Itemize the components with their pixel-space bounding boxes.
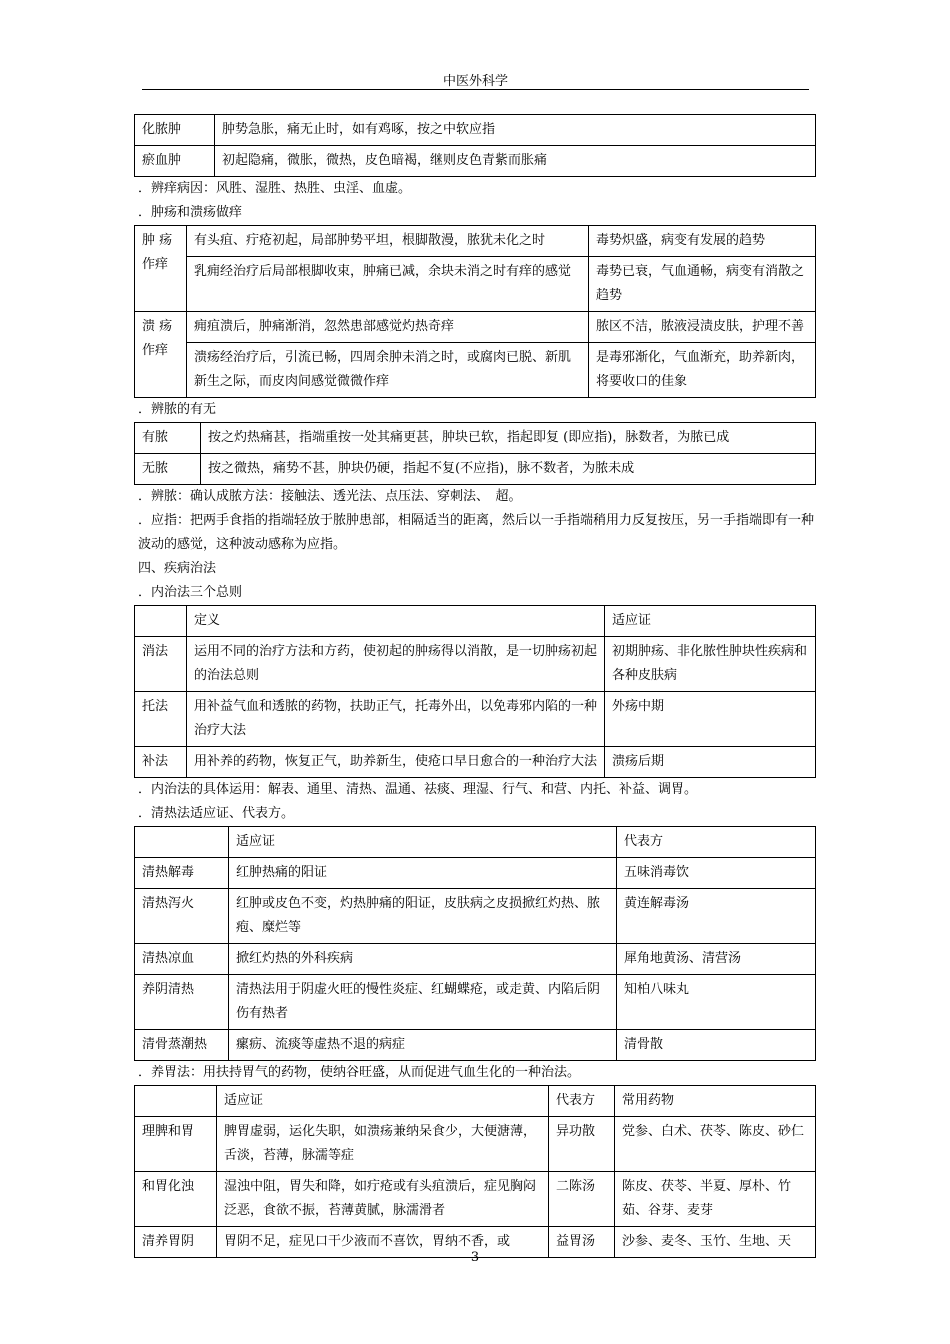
- page-header: 中医外科学: [442, 74, 508, 89]
- yingzhi-text: ．应指：把两手食指的指端轻放于脓肿患部，相隔适当的距离，然后以一手指端稍用力反复按压，另一手指端即有一种波动的感觉，这种波动感称为应指。: [138, 513, 815, 552]
- cell-name: 和胃化浊: [135, 1172, 217, 1227]
- cell-name: 无脓: [135, 454, 201, 485]
- cell-name: 清热凉血: [135, 944, 229, 975]
- cell-name: 补法: [135, 747, 187, 778]
- internal-principles-title: ．内治法三个总则: [138, 585, 243, 600]
- internal-usage-text: ．内治法的具体运用：解表、通里、清热、温通、祛痰、理湿、行气、和营、内托、补益、调胃。: [138, 782, 698, 797]
- table-row: [135, 257, 816, 312]
- cell-formula: 五味消毒饮: [617, 858, 816, 889]
- table-row: [135, 312, 816, 343]
- document-body: [134, 114, 818, 1258]
- cell-indication: 清热法用于阴虚火旺的慢性炎症、红蝴蝶疮，或走黄、内陷后阴伤有热者: [229, 975, 617, 1030]
- cell-formula: 益胃汤: [549, 1227, 615, 1258]
- table-row: [135, 343, 816, 398]
- cell-indication: 掀红灼热的外科疾病: [229, 944, 617, 975]
- table-principles: [134, 605, 816, 778]
- cell-def: 运用不同的治疗方法和方药，使初起的肿疡得以消散，是一切肿疡初起的治法总则: [187, 637, 605, 692]
- header-formula: 代表方: [617, 827, 816, 858]
- pus-methods-text: ．辨脓：确认成脓方法：接触法、透光法、点压法、穿刺法、 超。: [138, 489, 522, 504]
- cell-indication: 瘰疬、流痰等虚热不退的病症: [229, 1030, 617, 1061]
- cell-formula: 二陈汤: [549, 1172, 615, 1227]
- table-header-row: [135, 606, 816, 637]
- table-row: [135, 454, 816, 485]
- cell-indication: 外疡中期: [605, 692, 816, 747]
- pus-section-title: ．辨脓的有无: [138, 402, 217, 417]
- header-indication: 适应证: [229, 827, 617, 858]
- cell-name: 化脓肿: [135, 115, 215, 146]
- table-row: [135, 1172, 816, 1227]
- table-pus: [134, 422, 816, 485]
- cell-formula: 异功散: [549, 1117, 615, 1172]
- table-row: [135, 115, 816, 146]
- cell-meaning: 毒势炽盛，病变有发展的趋势: [589, 226, 816, 257]
- cell-drugs: 沙参、麦冬、玉竹、生地、天: [615, 1227, 816, 1258]
- cell-desc: 乳痈经治疗后局部根脚收束，肿痛已减，余块未消之时有痒的感觉: [187, 257, 589, 312]
- cell-desc: 溃疡经治疗后，引流已畅，四周余肿未消之时，或腐肉已脱、新肌新生之际，而皮肉间感觉微微作痒: [187, 343, 589, 398]
- cell-desc: 初起隐痛，微胀，微热，皮色暗褐，继则皮色青紫而胀痛: [215, 146, 816, 177]
- table-row: [135, 423, 816, 454]
- cell-group-name: 溃 疡作痒: [135, 312, 187, 398]
- header-empty: [135, 1086, 217, 1117]
- table-row: [135, 747, 816, 778]
- table-row: [135, 146, 816, 177]
- cell-desc: 肿势急胀，痛无止时，如有鸡啄，按之中软应指: [215, 115, 816, 146]
- header-indication: 适应证: [605, 606, 816, 637]
- table-row: [135, 1030, 816, 1061]
- table-header-row: [135, 827, 816, 858]
- cell-def: 用补益气血和透脓的药物，扶助正气，托毒外出，以免毒邪内陷的一种治疗大法: [187, 692, 605, 747]
- table-row: [135, 1117, 816, 1172]
- table-row: [135, 637, 816, 692]
- heat-section-title: ．清热法适应证、代表方。: [138, 806, 295, 821]
- cell-indication: 脾胃虚弱，运化失职，如溃疡兼纳呆食少，大便溏薄，舌淡，苔薄，脉濡等症: [217, 1117, 549, 1172]
- cell-name: 清热泻火: [135, 889, 229, 944]
- cell-group-name: 肿 疡作痒: [135, 226, 187, 312]
- itch-section-title: ．肿疡和溃疡做痒: [138, 205, 243, 220]
- itch-cause-text: ．辨痒病因：风胜、湿胜、热胜、虫淫、血虚。: [138, 181, 412, 196]
- cell-name: 有脓: [135, 423, 201, 454]
- cell-name: 清热解毒: [135, 858, 229, 889]
- header-drugs: 常用药物: [615, 1086, 816, 1117]
- table-swelling: [134, 114, 816, 177]
- cell-desc: 按之微热，痛势不甚，肿块仍硬，指起不复(不应指)，脉不数者，为脓未成: [201, 454, 816, 485]
- cell-meaning: 脓区不洁，脓液浸渍皮肤，护理不善: [589, 312, 816, 343]
- cell-meaning: 是毒邪渐化，气血渐充，助养新肉，将要收口的佳象: [589, 343, 816, 398]
- table-header-row: [135, 1086, 816, 1117]
- cell-indication: 初期肿疡、非化脓性肿块性疾病和各种皮肤病: [605, 637, 816, 692]
- cell-name: 养阴清热: [135, 975, 229, 1030]
- stomach-section-title: ．养胃法：用扶持胃气的药物，使纳谷旺盛，从而促进气血生化的一种治法。: [138, 1065, 581, 1080]
- table-row: [135, 692, 816, 747]
- cell-name: 理脾和胃: [135, 1117, 217, 1172]
- header-rule: [142, 89, 809, 90]
- header-def: 定义: [187, 606, 605, 637]
- cell-desc: 痈疽溃后，肿痛渐消，忽然患部感觉灼热奇痒: [187, 312, 589, 343]
- table-row: [135, 226, 816, 257]
- cell-def: 用补养的药物，恢复正气，助养新生，使疮口早日愈合的一种治疗大法: [187, 747, 605, 778]
- cell-name: 清骨蒸潮热: [135, 1030, 229, 1061]
- cell-name: 消法: [135, 637, 187, 692]
- header-formula: 代表方: [549, 1086, 615, 1117]
- cell-indication: 红肿热痛的阳证: [229, 858, 617, 889]
- table-itch: [134, 225, 816, 398]
- cell-name: 清养胃阴: [135, 1227, 217, 1258]
- header-empty: [135, 827, 229, 858]
- cell-desc: 按之灼热痛甚，指端重按一处其痛更甚，肿块已软，指起即复 (即应指)，脉数者，为脓已成: [201, 423, 816, 454]
- page-number: - 3 -: [462, 1250, 488, 1265]
- cell-formula: 黄连解毒汤: [617, 889, 816, 944]
- cell-formula: 犀角地黄汤、清营汤: [617, 944, 816, 975]
- cell-indication: 溃疡后期: [605, 747, 816, 778]
- table-row: [135, 944, 816, 975]
- cell-name: 托法: [135, 692, 187, 747]
- cell-meaning: 毒势已衰，气血通畅，病变有消散之趋势: [589, 257, 816, 312]
- table-heat: [134, 826, 816, 1061]
- cell-indication: 红肿或皮色不变，灼热肿痛的阳证，皮肤病之皮损掀红灼热、脓疱、糜烂等: [229, 889, 617, 944]
- table-row: [135, 889, 816, 944]
- section-heading-4: 四、疾病治法: [138, 561, 217, 576]
- header-empty: [135, 606, 187, 637]
- cell-name: 瘀血肿: [135, 146, 215, 177]
- cell-drugs: 陈皮、茯苓、半夏、厚朴、竹茹、谷芽、麦芽: [615, 1172, 816, 1227]
- cell-indication: 胃阴不足，症见口干少液而不喜饮，胃纳不香，或: [217, 1227, 549, 1258]
- cell-formula: 知柏八味丸: [617, 975, 816, 1030]
- cell-drugs: 党参、白术、茯苓、陈皮、砂仁: [615, 1117, 816, 1172]
- cell-formula: 清骨散: [617, 1030, 816, 1061]
- table-stomach: [134, 1085, 816, 1258]
- table-row: [135, 858, 816, 889]
- header-indication: 适应证: [217, 1086, 549, 1117]
- table-row: [135, 975, 816, 1030]
- cell-desc: 有头疽、疔疮初起，局部肿势平坦，根脚散漫，脓犹未化之时: [187, 226, 589, 257]
- cell-indication: 湿浊中阻，胃失和降，如疔疮或有头疽溃后，症见胸闷泛恶，食欲不振，苔薄黄腻，脉濡滑者: [217, 1172, 549, 1227]
